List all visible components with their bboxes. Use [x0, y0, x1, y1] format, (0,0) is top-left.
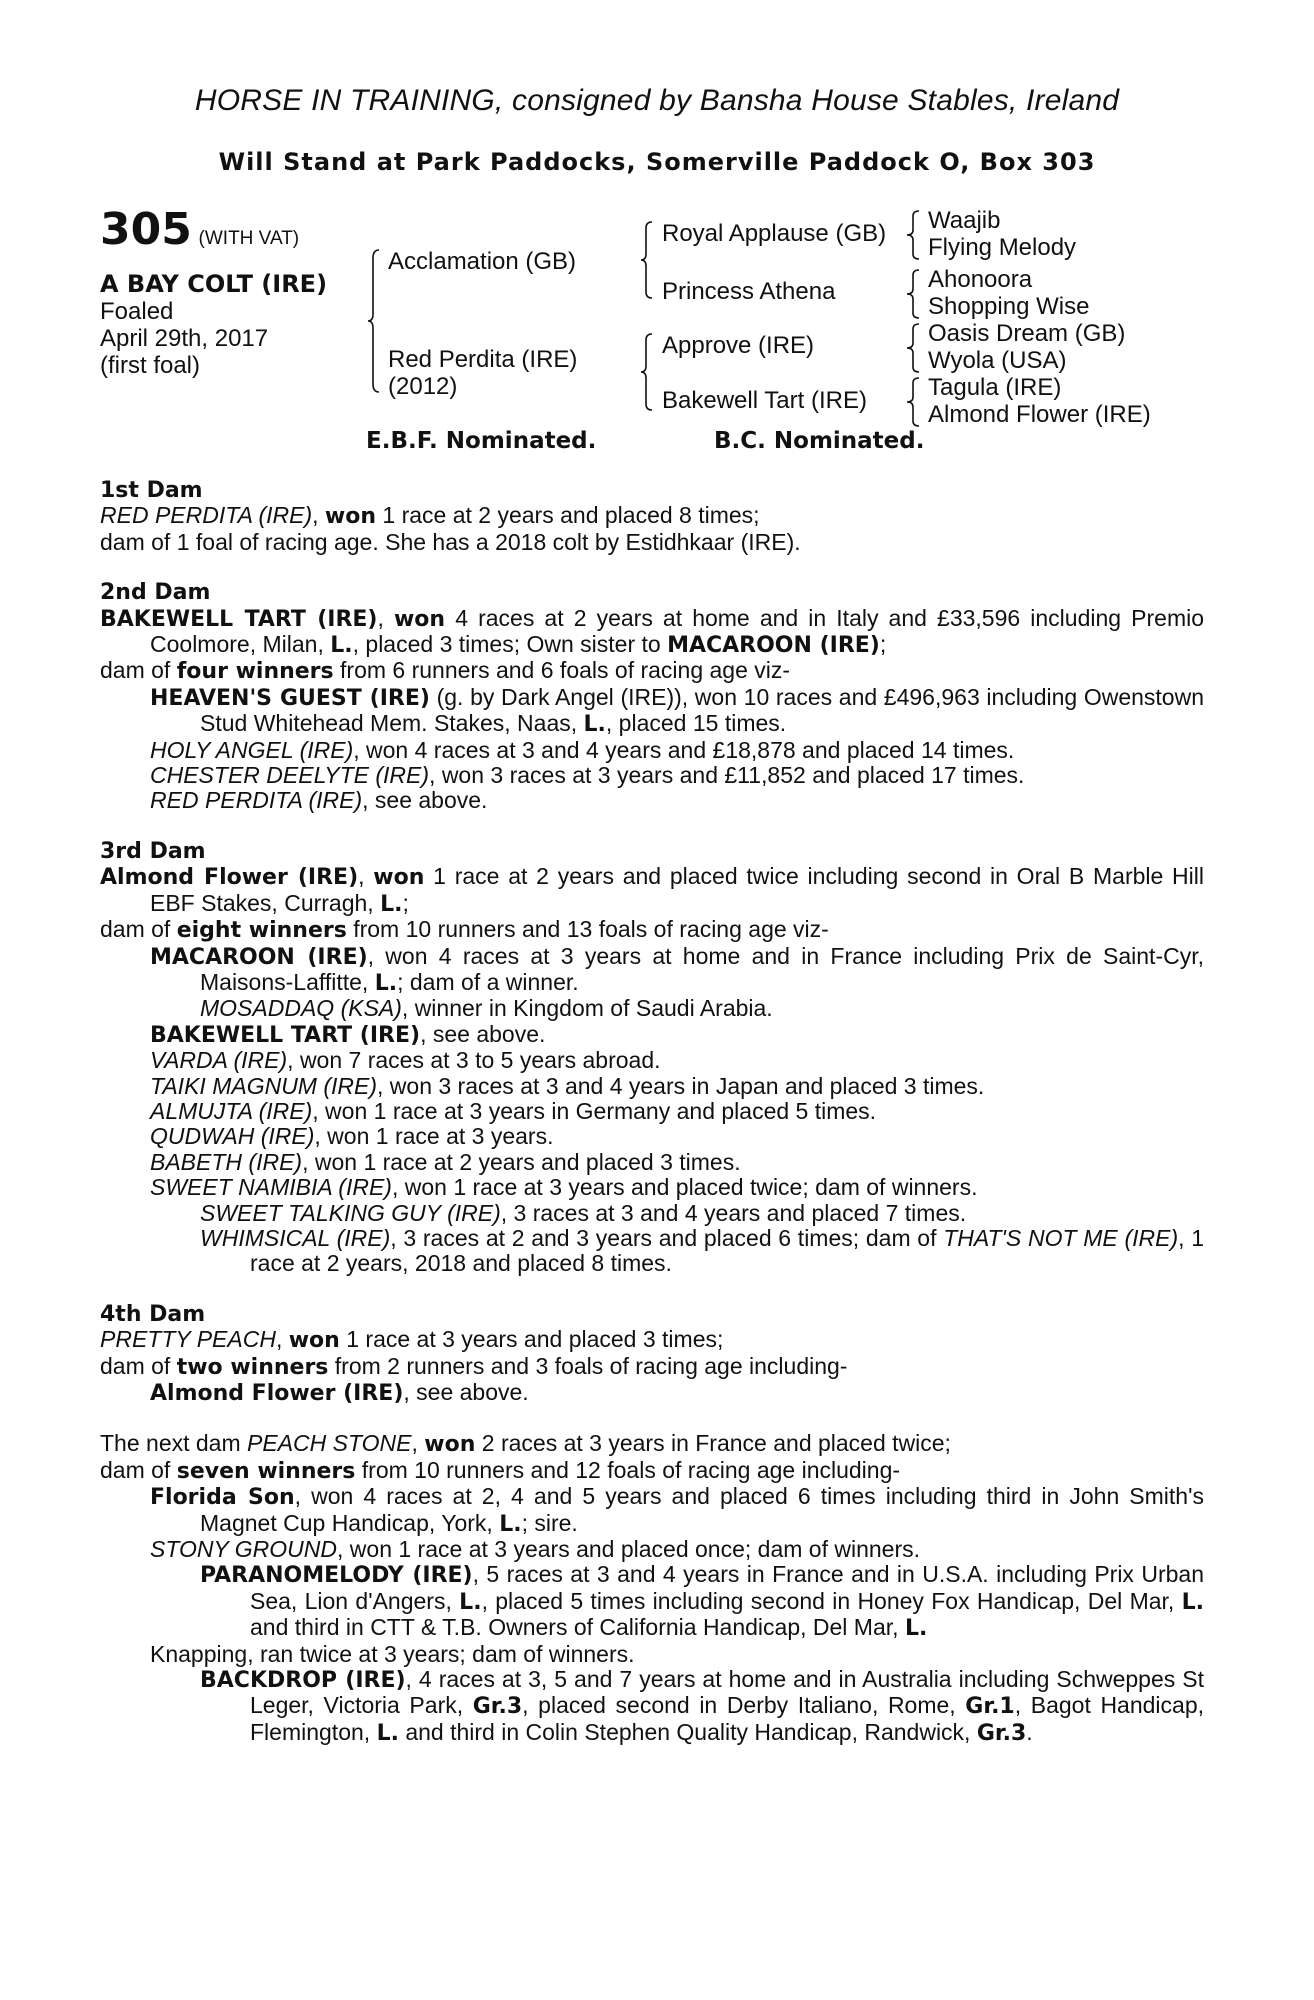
lot-number: 305	[100, 204, 192, 255]
dam-sire: Approve (IRE)	[662, 332, 815, 359]
g8: Almond Flower (IRE)	[928, 401, 1151, 428]
produce-line: Almond Flower (IRE), see above.	[150, 1379, 529, 1406]
produce-line: BABETH (IRE), won 1 race at 2 years and placed 3 times.	[150, 1148, 741, 1175]
sire-sire-brace	[640, 220, 654, 300]
foaled-label: Foaled	[100, 298, 174, 325]
dam: Red Perdita (IRE)	[388, 346, 578, 373]
sire: Acclamation (GB)	[388, 248, 577, 275]
dam-year: (2012)	[388, 373, 458, 400]
g3: Ahonoora	[928, 266, 1033, 293]
horse-name: ALMUJTA (IRE)	[150, 1097, 313, 1124]
dam-sire-brace	[640, 332, 654, 412]
sire-sire: Royal Applause (GB)	[662, 220, 887, 247]
horse-name: PRETTY PEACH	[100, 1326, 276, 1353]
bc-nominated: B.C. Nominated.	[714, 428, 925, 454]
horse-name: BAKEWELL TART (IRE)	[150, 1022, 421, 1048]
sire-brace	[367, 248, 381, 394]
produce-line: MOSADDAQ (KSA), winner in Kingdom of Saudi Arabia.	[200, 995, 773, 1022]
horse-name: BACKDROP (IRE)	[200, 1668, 406, 1694]
produce-line: SWEET TALKING GUY (IRE), 3 races at 3 and 4 years and placed 7 times.	[200, 1199, 967, 1226]
g1: Waajib	[928, 207, 1001, 234]
horse-name: VARDA (IRE)	[150, 1047, 288, 1074]
produce-line: VARDA (IRE), won 7 races at 3 to 5 years abroad.	[150, 1047, 661, 1074]
stand-location: Will Stand at Park Paddocks, Somerville Paddock O, Box 303	[218, 148, 1096, 176]
g-brace-4	[905, 376, 921, 428]
horse-name: SWEET TALKING GUY (IRE)	[200, 1199, 501, 1226]
next-dam-produce: dam of seven winners from 10 runners and 12 foals of racing age including-	[100, 1456, 901, 1484]
first-dam-produce: dam of 1 foal of racing age. She has a 2018 colt by Estidhkaar (IRE).	[100, 528, 801, 555]
g7: Tagula (IRE)	[928, 374, 1062, 401]
fourth-dam-heading: 4th Dam	[100, 1301, 206, 1327]
g-brace-2	[905, 268, 921, 320]
horse-name: TAIKI MAGNUM (IRE)	[150, 1072, 378, 1099]
horse-name: HOLY ANGEL (IRE)	[150, 736, 354, 763]
produce-line: BACKDROP (IRE), 4 races at 3, 5 and 7 years at home and in Australia including Schweppes St Leger, Victoria Park, Gr.3, placed second in Derby Italiano, Rome, Gr.1, Bagot Handicap, Flemington, L. and third in Colin Stephen Quality Handicap, Randwick, Gr.3.	[200, 1666, 1205, 1746]
g5: Oasis Dream (GB)	[928, 320, 1126, 347]
lot-note: (first foal)	[100, 352, 201, 379]
page-title: HORSE IN TRAINING, consigned by Bansha House Stables, Ireland	[194, 84, 1120, 117]
dam-dam: Bakewell Tart (IRE)	[662, 387, 867, 414]
horse-name: MACAROON (IRE)	[150, 944, 368, 970]
produce-line: QUDWAH (IRE), won 1 race at 3 years.	[150, 1123, 554, 1150]
horse-name: STONY GROUND	[150, 1536, 338, 1563]
produce-line: Florida Son, won 4 races at 2, 4 and 5 years and placed 6 times including third in John Smith's Magnet Cup Handicap, York, L.; sire.	[150, 1483, 1204, 1537]
horse-name: RED PERDITA (IRE)	[150, 787, 363, 814]
next-dam-section	[100, 1431, 1204, 1746]
horse-name: CHESTER DEELYTE (IRE)	[150, 762, 430, 789]
produce-line: ALMUJTA (IRE), won 1 race at 3 years in Germany and placed 5 times.	[150, 1097, 877, 1124]
g4: Shopping Wise	[928, 293, 1090, 320]
produce-line: MACAROON (IRE), won 4 races at 3 years at home and in France including Prix de Saint-Cyr, Maisons-Laffitte, L.; dam of a winner.	[150, 942, 1204, 996]
horse-name: WHIMSICAL (IRE)	[200, 1224, 391, 1251]
fourth-dam-section	[100, 1302, 1204, 1407]
lot-header	[100, 204, 328, 379]
lot-name: A BAY COLT (IRE)	[100, 270, 328, 298]
produce-line: Knapping, ran twice at 3 years; dam of winners.	[150, 1640, 635, 1667]
vat-note: (WITH VAT)	[198, 228, 300, 249]
horse-name: PARANOMELODY (IRE)	[200, 1563, 473, 1589]
horse-name: MOSADDAQ (KSA)	[200, 995, 402, 1022]
produce-line: WHIMSICAL (IRE), 3 races at 2 and 3 years and placed 6 times; dam of THAT'S NOT ME (IRE), 1 race at 2 years, 2018 and placed 8 times.	[200, 1224, 1204, 1277]
g2: Flying Melody	[928, 234, 1077, 261]
third-dam-section	[100, 839, 1204, 1277]
produce-line: RED PERDITA (IRE), see above.	[150, 787, 488, 814]
horse-name: PEACH STONE	[247, 1430, 412, 1457]
horse-name: Almond Flower (IRE)	[150, 1381, 404, 1406]
fourth-dam-line: PRETTY PEACH, won 1 race at 3 years and placed 3 times;	[100, 1326, 724, 1354]
produce-line: STONY GROUND, won 1 race at 3 years and placed once; dam of winners.	[150, 1536, 921, 1563]
next-dam-line: The next dam PEACH STONE, won 2 races at 3 years in France and placed twice;	[100, 1430, 951, 1458]
first-dam-heading: 1st Dam	[100, 478, 203, 503]
first-dam-line: RED PERDITA (IRE), won 1 race at 2 years and placed 8 times;	[100, 502, 760, 530]
third-dam-heading: 3rd Dam	[100, 838, 206, 864]
third-dam-line: Almond Flower (IRE), won 1 race at 2 years and placed twice including second in Oral B Marble Hill EBF Stakes, Curragh, L.;	[100, 863, 1204, 917]
horse-name: BAKEWELL TART (IRE)	[100, 606, 378, 632]
horse-name: Almond Flower (IRE)	[100, 865, 359, 891]
produce-line: TAIKI MAGNUM (IRE), won 3 races at 3 and 4 years in Japan and placed 3 times.	[150, 1072, 985, 1099]
dam-lines	[100, 478, 1204, 1746]
g-brace-1	[905, 209, 921, 261]
sire-dam: Princess Athena	[662, 278, 836, 305]
produce-line: BAKEWELL TART (IRE), see above.	[150, 1020, 546, 1048]
horse-name: QUDWAH (IRE)	[150, 1123, 315, 1150]
horse-name: HEAVEN'S GUEST (IRE)	[150, 685, 430, 711]
g6: Wyola (USA)	[928, 347, 1067, 374]
g-brace-3	[905, 322, 921, 374]
foaled-date: April 29th, 2017	[100, 325, 269, 352]
third-dam-produce: dam of eight winners from 10 runners and 13 foals of racing age viz-	[100, 916, 829, 944]
horse-name: SWEET NAMIBIA (IRE)	[150, 1174, 392, 1201]
ebf-nominated: E.B.F. Nominated.	[366, 428, 597, 454]
fourth-dam-produce: dam of two winners from 2 runners and 3 foals of racing age including-	[100, 1352, 848, 1380]
second-dam-heading: 2nd Dam	[100, 580, 211, 606]
horse-name: BABETH (IRE)	[150, 1148, 303, 1175]
horse-name: Florida Son	[150, 1485, 295, 1511]
horse-name: RED PERDITA (IRE)	[100, 502, 313, 529]
lot-number-line	[100, 204, 327, 261]
produce-line: PARANOMELODY (IRE), 5 races at 3 and 4 years in France and in U.S.A. including Prix Urban Sea, Lion d'Angers, L., placed 5 times including second in Honey Fox Handicap, Del Mar, L. and third in CTT & T.B. Owners of California Handicap, Del Mar, L.	[200, 1561, 1204, 1642]
second-dam-produce: dam of four winners from 6 runners and 6 foals of racing age viz-	[100, 657, 791, 685]
produce-line: SWEET NAMIBIA (IRE), won 1 race at 3 years and placed twice; dam of winners.	[150, 1174, 978, 1201]
produce-line: HEAVEN'S GUEST (IRE) (g. by Dark Angel (IRE)), won 10 races and £496,963 including Owenstown Stud Whitehead Mem. Stakes, Naas, L., placed 15 times.	[150, 683, 1205, 738]
produce-line: CHESTER DEELYTE (IRE), won 3 races at 3 years and £11,852 and placed 17 times.	[150, 762, 1025, 789]
first-dam-section	[100, 478, 1204, 555]
produce-line: HOLY ANGEL (IRE), won 4 races at 3 and 4 years and £18,878 and placed 14 times.	[150, 736, 1015, 763]
second-dam-line: BAKEWELL TART (IRE), won 4 races at 2 years at home and in Italy and £33,596 including Premio Coolmore, Milan, L., placed 3 times; Own sister to MACAROON (IRE);	[100, 604, 1204, 659]
second-dam-section	[100, 580, 1204, 814]
